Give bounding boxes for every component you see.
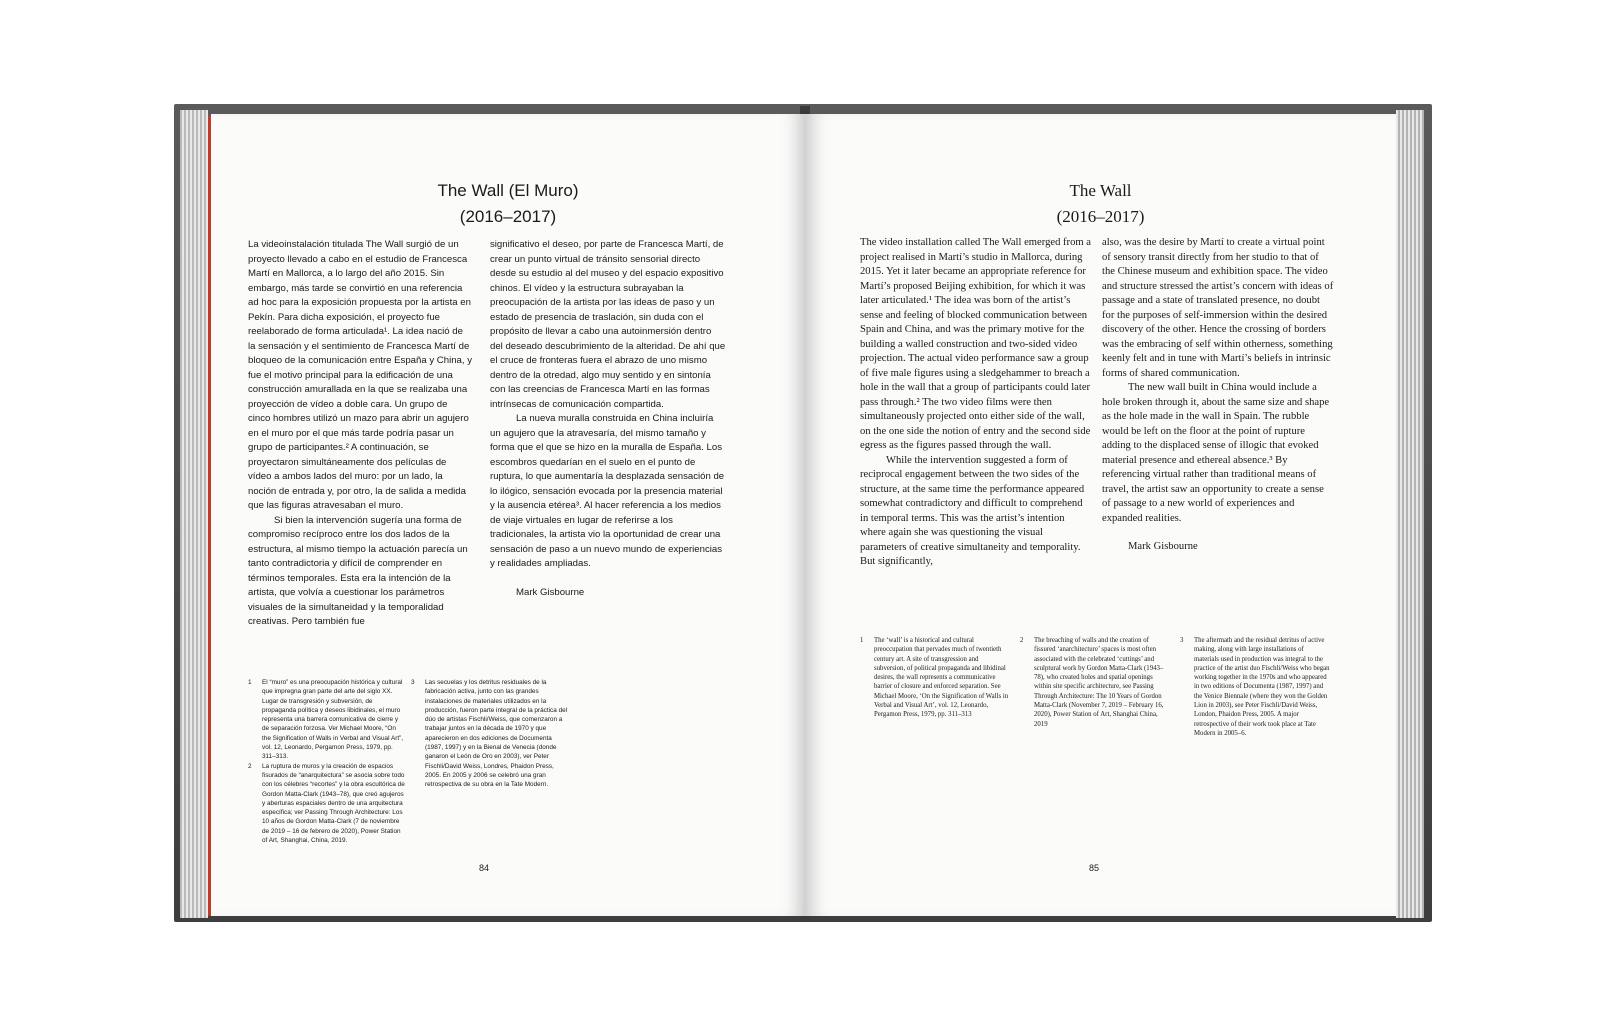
footnote-column-3 (1180, 636, 1330, 738)
footnote-column-2 (1020, 636, 1170, 729)
paragraph: also, was the desire by Martí to create a virtual point of sensory transit directly from her studio to that of the Chinese museum and exhibition space. The video and structure stressed the artist’s concern with ideas of passage and a state of translated presence, no doubt for the purposes of self-immersion within the desired discovery of the other. Hence the crossing of borders was the embracing of self within otherness, something keenly felt and in tune with Martí’s beliefs in intrinsic forms of shared communication. (1102, 237, 1334, 379)
body-column-1 (860, 236, 1092, 570)
title-line-1: The Wall (El Muro) (437, 181, 579, 200)
paragraph: While the intervention suggested a form of reciprocal engagement between the two sides of the structure, at the same time the performance appeared somewhat contradictory and difficult to comprehend in temporal terms. This was the artist’s intention where again she was questioning the visual parameters of creative simultaneity and temporality. But significantly, (860, 454, 1085, 567)
footnote-column-2 (411, 678, 571, 790)
body-column-2 (1102, 236, 1334, 555)
left-page (211, 114, 805, 916)
footnote-1: 1 The ‘wall’ is a historical and cultural preoccupation that pervades much of twentieth century art. A site of transgression and subversion, of political propaganda and libidinal desires, the wall represents a communicative barrier of closure and enforced separation. See Michael Moore, ‘On the Signification of Walls in Verbal and Visual Art’, vol. 12, Leonardo, Pergamon Press, 1979, pp. 311–313 (860, 637, 1009, 719)
footnote-2: 2 The breaching of walls and the creation of fissured ‘anarchitecture’ spaces is most often associated with the celebrated ‘cuttings’ and sculptural work by Gordon Matta-Clark (1943–78), who created holes and spatial openings within site specific architecture, see Passing Through Architecture: The 10 Years of Gordon Matta-Clark (November 7, 2019 – February 16, 2020), Power Station of Art, Shanghai China, 2019 (1020, 637, 1164, 728)
footnote-3: 3 The aftermath and the residual detritus of active making, along with large installations of materials used in production was integral to the practice of the artist duo Fischli/Weiss who began working together in the 1970s and who appeared in two editions of Documenta (1987, 1997) and the Venice Biennale (where they won the Golden Lion in 2003), see Peter Fischli/David Weiss, London, Phaidon Press, 2005. A major retrospective of their work took place at Tate Modern in 2005–6. (1180, 637, 1330, 737)
footnote-1: 1 El “muro” es una preocupación histórica y cultural que impregna gran parte del arte del siglo XX. Lugar de transgresión y subversión, de propaganda política y deseos libidinales, el muro representa una barrera comunicativa de cierre y de separación forzosa. Ver Michael Moore, “On the Signification of Walls in Verbal and Visual Art”, vol. 12, Leonardo, Pergamon Press, 1979, pp. 311–313. (248, 679, 404, 761)
page-number: 84 (479, 863, 490, 873)
page-title-es (211, 178, 805, 230)
paragraph: La videoinstalación titulada The Wall surgió de un proyecto llevado a cabo en el estudio de Francesca Martí en Mallorca, a lo largo del año 2015. Sin embargo, más tarde se convirtió en una referencia ad hoc para la exposición propuesta por la artista en Pekín. Para dicha exposición, el proyecto fue reelaborado de forma articulada¹. La idea nació de la sensación y el sentimiento de Francesca Martí de bloqueo de la comunicación entre España y China, y fue el motivo principal para la edificación de una construcción amurallada en la que se realizaba una proyección de vídeo a doble cara. Un grupo de cinco hombres utilizó un mazo para abrir un agujero en el muro por el que más tarde podría pasar un grupo de participantes.² A continuación, se proyectaron simultáneamente dos películas de vídeo a ambos lados del muro: por un lado, la noción de entrada y, por otro, la de salida a medida que las figuras atravesaban el muro. (248, 239, 472, 511)
page-title-en (805, 178, 1396, 230)
body-column-1 (248, 238, 472, 630)
paragraph: La nueva muralla construida en China incluiría un agujero que la atravesaría, del mismo tamaño y forma que el que se hizo en la muralla de España. Los escombros quedarían en el suelo en el punto de ruptura, lo que aumentaría la desplazada sensación de lo ilógico, sensación evocada por la presencia material y la ausencia etérea³. Al hacer referencia a los medios de viaje virtuales en lugar de referirse a los tradicionales, la artista vio la oportunidad de crear una sensación de paso a un nuevo mundo de experiencias y realidades ampliadas. (490, 413, 725, 569)
right-page-edges (1396, 110, 1424, 918)
author-name: Mark Gisbourne (1128, 541, 1198, 552)
title-line-2: (2016–2017) (459, 207, 557, 226)
left-page-edges (180, 110, 208, 918)
footnote-3: 3 Las secuelas y los detritus residuales de la fabricación activa, junto con las grandes instalaciones de materiales utilizados en la producción, fueron parte integral de la práctica del dúo de artistas Fischli/Weiss, que comenzaron a trabajar juntos en la década de 1970 y que aparecieron en dos ediciones de Documenta (1987, 1997) y en la Bienal de Venecia (donde ganaron el León de Oro en 2003), ver Peter Fischli/David Weiss, Londres, Phaidon Press, 2005. En 2005 y 2006 se celebró una gran retrospectiva de su obra en la Tate Modern. (411, 679, 568, 789)
paragraph: Si bien la intervención sugería una forma de compromiso recíproco entre los dos lados de la estructura, al mismo tiempo la actuación parecía un tanto contradictoria y difícil de comprender en términos temporales. Esta era la intención de la artista, que volvía a cuestionar los parámetros visuales de la simultaneidad y la temporalidad creativas. Pero también fue (248, 514, 468, 627)
paragraph: The new wall built in China would include a hole broken through it, about the same size and shape as the hole made in the wall in Spain. The rubble would be left on the floor at the point of rupture adding to the displaced sense of illogic that evoked material presence and ethereal absence.³ By referencing virtual rather than traditional means of travel, the artist saw an opportunity to create a sense of passage to a new world of experiences and expanded realities. (1102, 382, 1330, 524)
footnote-column-1 (860, 636, 1010, 720)
paragraph: The video installation called The Wall emerged from a project realised in Martí’s studio in Mallorca, during 2015. Yet it later became an appropriate reference for Martí’s proposed Beijing exhibition, for which it was later articulated.¹ The idea was born of the artist’s sense and feeling of blocked communication between Spain and China, and was the primary motive for the building a walled construction and two-sided video projection. The actual video performance saw a group of five male figures using a sledgehammer to breach a hole in the wall that a group of participants could later pass through.² The two video films were then simultaneously projected onto either side of the wall, on the one side the notion of entry and the second side egress as the figures passed through the wall. (860, 237, 1091, 451)
title-line-1: The Wall (1069, 181, 1132, 200)
right-page (805, 114, 1396, 916)
body-column-2 (490, 238, 726, 600)
author-name: Mark Gisbourne (516, 586, 585, 598)
title-line-2: (2016–2017) (1056, 207, 1145, 226)
page-number: 85 (1089, 863, 1100, 873)
footnote-column-1 (248, 678, 406, 845)
footnote-2: 2 La ruptura de muros y la creación de espacios fisurados de “anarquitectura” se asocia sobre todo con los célebres “recortes” y la obra escultórica de Gordon Matta-Clark (1943–78), que creó agujeros y aberturas espaciales dentro de una arquitectura específica; ver Passing Through Architecture: Los 10 años de Gordon Matta-Clark (7 de noviembre de 2019 – 16 de febrero de 2020), Power Station of Art, Shanghai, China, 2019. (248, 762, 405, 845)
paragraph: significativo el deseo, por parte de Francesca Martí, de crear un punto virtual de tránsito sensorial directo desde su estudio al del museo y del espacio expositivo chinos. El vídeo y la estructura subrayaban la preocupación de la artista por las ideas de paso y un estado de presencia de traslación, sin duda con el propósito de llevar a cabo una autoinmersión dentro del deseado descubrimiento de la alteridad. De ahí que el cruce de fronteras fuera el abrazo de uno mismo dentro de la otredad, algo muy sentido y en sintonía con las creencias de Francesca Martí en las formas intrínsecas de comunicación compartida. (490, 239, 726, 410)
